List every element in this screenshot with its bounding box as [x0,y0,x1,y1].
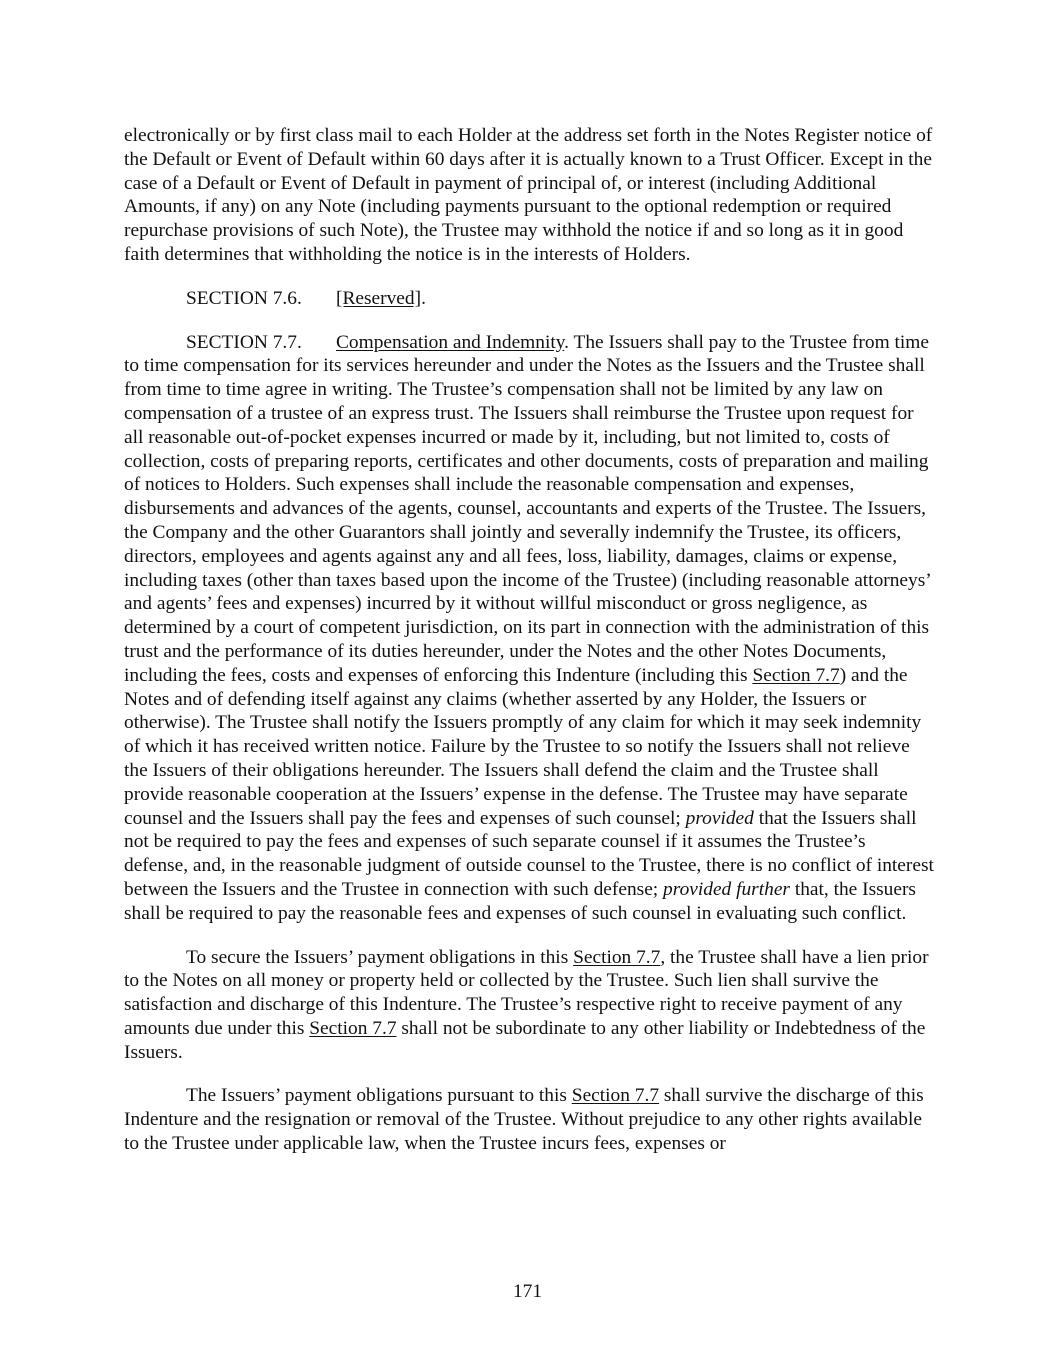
intro-paragraph: electronically or by first class mail to each Holder at the address set forth in the Notes Register notice of the Default or Event of Default within 60 days after it is actually known to a Trust Officer. Except in the case of a Default or Event of Default in payment of principal of, or interest (including Additional Amounts, if any) on any Note (including payments pursuant to the optional redemption or required repurchase provisions of such Note), the Trustee may withhold the notice if and so long as it in good faith determines that withholding the notice is in the interests of Holders. [124,125,933,265]
section-7-7-text-4: that, the Issuers shall be required to pay the reasonable fees and expenses of such counsel in evaluating such conflict. [124,878,916,924]
lien-text-3: shall not be subordinate to any other liability or Indebtedness of the Issuers. [124,1017,926,1063]
lien-paragraph [124,946,934,1065]
survive-reference: Section 7.7 [571,1085,660,1107]
section-7-7-title: Compensation and Indemnity [336,331,565,353]
lien-reference-2: Section 7.7 [309,1017,397,1039]
paragraph-gap [124,311,934,331]
survive-paragraph [124,1084,934,1155]
section-7-7-text-1: . The Issuers shall pay to the Trustee from time to time compensation for its services hereunder and under the Notes as the Issuers and the Trustee shall from time to time agree in writing. The Trustee’s compensation shall not be limited by any law on compensation of a trustee of an express trust. The Issuers shall reimburse the Trustee upon request for all reasonable out-of-pocket expenses incurred or made by it, including, but not limited to, costs of collection, costs of preparing reports, certificates and other documents, costs of preparation and mailing of notices to Holders. Such expenses shall include the reasonable compensation and expenses, disbursements and advances of the agents, counsel, accountants and experts of the Trustee. The Issuers, the Company and the other Guarantors shall jointly and severally indemnify the Trustee, its officers, directors, employees and agents against any and all fees, loss, liability, damages, claims or expense, including taxes (other than taxes based upon the income of the Trustee) (including reasonable attorneys’ and agents’ fees and expenses) incurred by it without willful misconduct or gross negligence, as determined by a court of competent jurisdiction, on its part in connection with the administration of this trust and the performance of its duties hereunder, under the Notes and the other Notes Documents, including the fees, costs and expenses of enforcing this Indenture (including this [124,331,931,686]
page-number: 171 [512,1281,543,1302]
provided-further-term: provided further [663,878,790,900]
section-7-7-paragraph [124,331,934,926]
paragraph-gap [124,1064,934,1084]
section-7-6-number: SECTION 7.6. [186,287,302,309]
paragraph-gap [124,267,934,287]
lien-text-1: To secure the Issuers’ payment obligations in this [186,946,574,968]
section-7-7-text-2: ) and the Notes and of defending itself against any claims (whether asserted by any Holder, the Issuers or otherwise). The Trustee shall notify the Issuers promptly of any claim for which it may seek indemnity of which it has received written notice. Failure by the Trustee to so notify the Issuers shall not relieve the Issuers of their obligations hereunder. The Issuers shall defend the claim and the Trustee shall provide reasonable cooperation at the Issuers’ expense in the defense. The Trustee may have separate counsel and the Issuers shall pay the fees and expenses of such counsel; [124,664,922,829]
provided-term: provided [685,807,754,829]
section-7-6-heading [124,287,934,311]
section-7-7-number: SECTION 7.7. [186,331,302,353]
lien-text-2: , the Trustee shall have a lien prior to the Notes on all money or property held or collected by the Trustee. Such lien shall survive the satisfaction and discharge of this Indenture. The Trustee’s respective right to receive payment of any amounts due under this [124,946,929,1039]
section-7-6-title: [Reserved] [336,287,422,309]
section-7-6-title-end: . [421,287,426,309]
section-7-7-reference: Section 7.7 [752,664,840,686]
paragraph-gap [124,926,934,946]
survive-text-2: shall survive the discharge of this Indenture and the resignation or removal of the Trustee. Without prejudice to any other rights available to the Trustee under applicable law, when the Trustee incurs fees, expenses or [124,1085,924,1155]
lien-reference-1: Section 7.7 [573,946,661,968]
document-page [124,124,934,1156]
survive-text-1: The Issuers’ payment obligations pursuant to this [186,1085,572,1107]
section-7-7-text-3: that the Issuers shall not be required to pay the fees and expenses of such separate counsel if it assumes the Trustee’s defense, and, in the reasonable judgment of outside counsel to the Trustee, there is no conflict of interest between the Issuers and the Trustee in connection with such defense; [124,807,934,900]
